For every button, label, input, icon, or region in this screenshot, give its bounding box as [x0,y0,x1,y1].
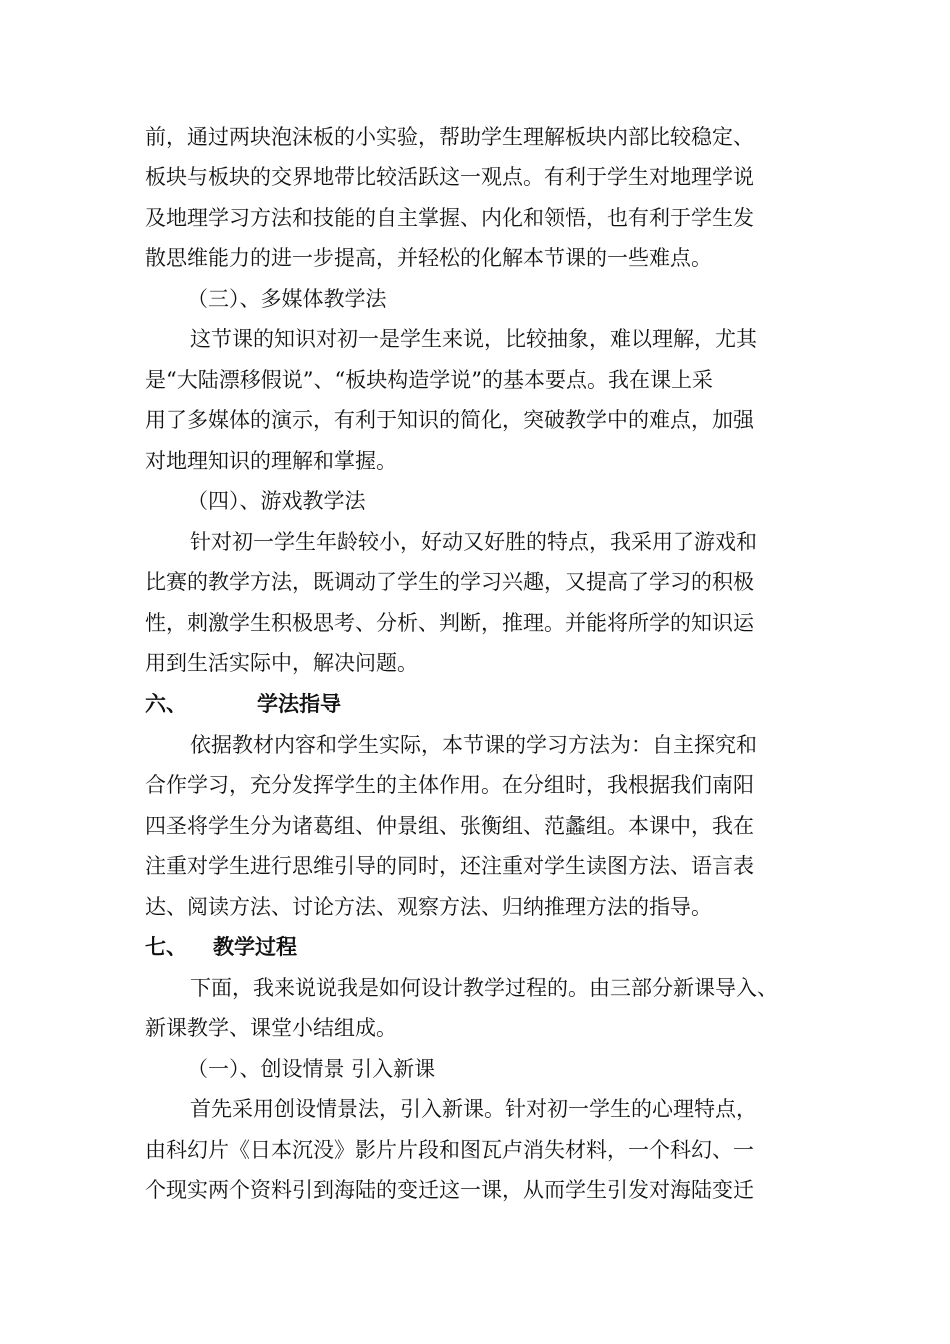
section-number: 六、 [145,692,187,716]
paragraph-line: 四圣将学生分为诸葛组、仲景组、张衡组、范蠡组。本课中，我在 [145,814,754,838]
section-heading-seven [145,933,297,961]
paragraph-line: 比赛的教学方法，既调动了学生的学习兴趣，又提高了学习的积极 [145,570,754,594]
paragraph-line: 性，刺激学生积极思考、分析、判断，推理。并能将所学的知识运 [145,611,754,635]
subheading-intro: （一）、创设情景 引入新课 [187,1057,436,1081]
paragraph-line: 个现实两个资料引到海陆的变迁这一课，从而学生引发对海陆变迁 [145,1178,754,1202]
paragraph-line: 首先采用创设情景法，引入新课。针对初一学生的心理特点， [190,1097,757,1121]
paragraph-line: 达、阅读方法、讨论方法、观察方法、归纳推理方法的指导。 [145,895,712,919]
section-number: 七、 [145,935,187,959]
subheading-multimedia: （三）、多媒体教学法 [187,287,387,311]
paragraph-line: 前，通过两块泡沫板的小实验，帮助学生理解板块内部比较稳定、 [145,125,754,149]
section-heading-six [145,690,341,718]
paragraph-line: 由科幻片《日本沉没》影片片段和图瓦卢消失材料，一个科幻、一 [145,1138,754,1162]
section-title: 学法指导 [257,692,341,716]
paragraph-line: 针对初一学生年龄较小，好动又好胜的特点，我采用了游戏和 [190,530,757,554]
paragraph-line: 新课教学、课堂小结组成。 [145,1016,397,1040]
paragraph-line: 合作学习，充分发挥学生的主体作用。在分组时，我根据我们南阳 [145,773,754,797]
paragraph-line: 下面，我来说说我是如何设计教学过程的。由三部分新课导入、 [190,976,778,1000]
paragraph-line: 用了多媒体的演示，有利于知识的简化，突破教学中的难点，加强 [145,408,754,432]
paragraph-line: 板块与板块的交界地带比较活跃这一观点。有利于学生对地理学说 [145,165,754,189]
paragraph-line: 散思维能力的进一步提高，并轻松的化解本节课的一些难点。 [145,246,712,270]
paragraph-line: 依据教材内容和学生实际，本节课的学习方法为：自主探究和 [190,733,757,757]
section-title: 教学过程 [213,935,297,959]
paragraph-line: 是“大陆漂移假说”、“板块构造学说”的基本要点。我在课上采 [145,368,713,392]
paragraph-line: 注重对学生进行思维引导的同时，还注重对学生读图方法、语言表 [145,854,754,878]
paragraph-line: 这节课的知识对初一是学生来说，比较抽象，难以理解，尤其 [190,327,757,351]
paragraph-line: 及地理学习方法和技能的自主掌握、内化和领悟，也有利于学生发 [145,206,754,230]
paragraph-line: 用到生活实际中，解决问题。 [145,651,418,675]
subheading-game: （四）、游戏教学法 [187,489,366,513]
paragraph-line: 对地理知识的理解和掌握。 [145,449,397,473]
